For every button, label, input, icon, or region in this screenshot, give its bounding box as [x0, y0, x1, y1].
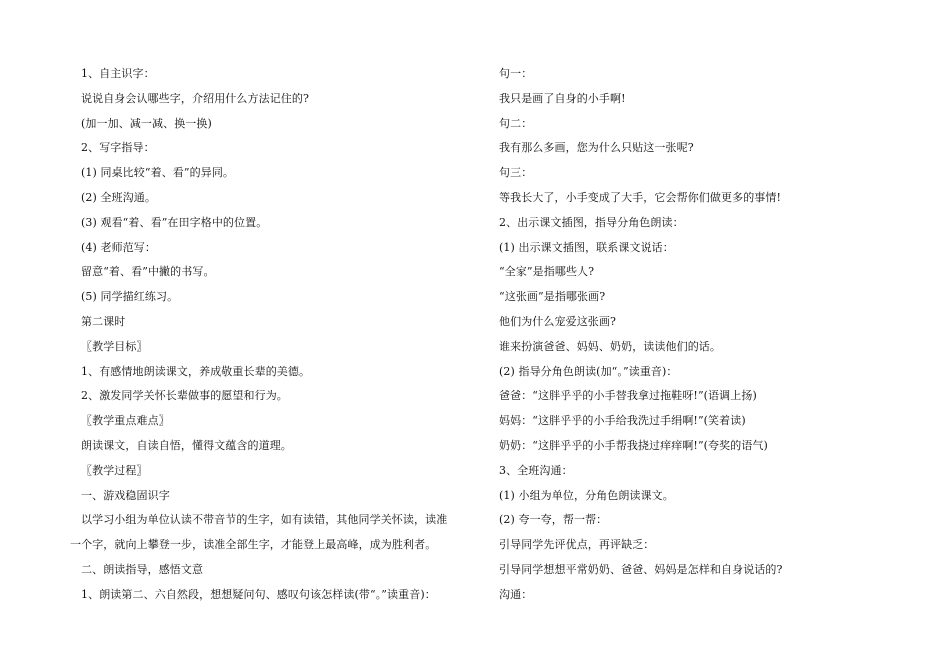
- text-line: “这张画”是指哪张画?: [499, 290, 606, 304]
- text-line: 第二课时: [81, 314, 126, 328]
- text-line: 以学习小组为单位认读不带音节的生字，如有读错，其他同学关怀读，读准: [81, 513, 448, 527]
- text-line: (1) 同桌比较“着、看”的异同。: [81, 166, 235, 180]
- text-line: 奶奶：“这胖乎乎的小手帮我挠过痒痒啊!”(夸奖的语气): [499, 438, 768, 452]
- text-line: 我只是画了自身的小手啊!: [499, 91, 626, 105]
- text-line: 爸爸：“这胖乎乎的小手替我拿过拖鞋呀!”(语调上扬): [499, 389, 757, 403]
- text-line: (加一加、减一减、换一换): [81, 116, 212, 130]
- text-line: (2) 全班沟通。: [81, 190, 156, 204]
- text-line: 2、写字指导：: [81, 141, 155, 155]
- left-column: [70, 62, 462, 608]
- text-line: (1) 出示课文插图，联系课文说话：: [499, 240, 674, 254]
- text-line: 2、出示课文插图，指导分角色朗读：: [499, 215, 684, 229]
- text-line: 引导同学想想平常奶奶、爸爸、妈妈是怎样和自身说话的?: [499, 562, 783, 576]
- text-line: 一个字，就向上攀登一步，读准全部生字，才能登上最高峰，成为胜利者。: [70, 538, 437, 552]
- text-line: 2、激发同学关怀长辈做事的愿望和行为。: [81, 389, 288, 403]
- text-line: 他们为什么宠爱这张画?: [499, 314, 616, 328]
- text-line: 留意“着、看”中撇的书写。: [81, 265, 215, 279]
- text-line: 句一：: [499, 67, 533, 80]
- right-column: [499, 62, 899, 608]
- text-line: 谁来扮演爸爸、妈妈、奶奶，读读他们的话。: [499, 339, 721, 353]
- text-line: 引导同学先评优点，再评缺乏：: [499, 538, 655, 552]
- text-line: 沟通：: [499, 587, 533, 601]
- text-line: (4) 老师范写：: [81, 240, 156, 254]
- text-line: 句二：: [499, 116, 533, 130]
- text-line: (2) 指导分角色朗读(加“。”读重音)：: [499, 364, 678, 378]
- text-line: “全家”是指哪些人?: [499, 265, 595, 279]
- text-line: 〖教学重点难点〗: [81, 414, 170, 428]
- text-line: 我有那么多画，您为什么只贴这一张呢?: [499, 141, 694, 155]
- text-line: 句三：: [499, 166, 533, 180]
- text-line: (2) 夸一夸，帮一帮：: [499, 513, 608, 527]
- text-line: 妈妈：“这胖乎乎的小手给我洗过手绢啊!”(笑着读): [499, 414, 746, 428]
- text-line: (1) 小组为单位，分角色朗读课文。: [499, 488, 674, 502]
- text-line: 〖教学目标〗: [81, 339, 148, 353]
- text-line: 朗读课文，自读自悟，懂得文蕴含的道理。: [81, 438, 292, 452]
- text-line: 等我长大了，小手变成了大手，它会帮你们做更多的事情!: [499, 190, 782, 204]
- text-line: 1、有感情地朗读课文，养成敬重长辈的美德。: [81, 364, 311, 378]
- text-line: 1、自主识字：: [81, 67, 155, 80]
- text-line: 二、朗读指导，感悟文意: [81, 562, 204, 576]
- text-line: 3、全班沟通：: [499, 463, 573, 477]
- text-line: 1、朗读第二、六自然段，想想疑问句、感叹句该怎样读(带“。”读重音)：: [81, 587, 436, 601]
- text-line: 一、游戏稳固识字: [81, 488, 170, 502]
- text-line: 〖教学过程〗: [81, 463, 148, 477]
- text-line: (3) 观看“着、看”在田字格中的位置。: [81, 215, 268, 229]
- text-line: (5) 同学描红练习。: [81, 290, 179, 304]
- text-line: 说说自身会认哪些字，介绍用什么方法记住的?: [81, 91, 309, 105]
